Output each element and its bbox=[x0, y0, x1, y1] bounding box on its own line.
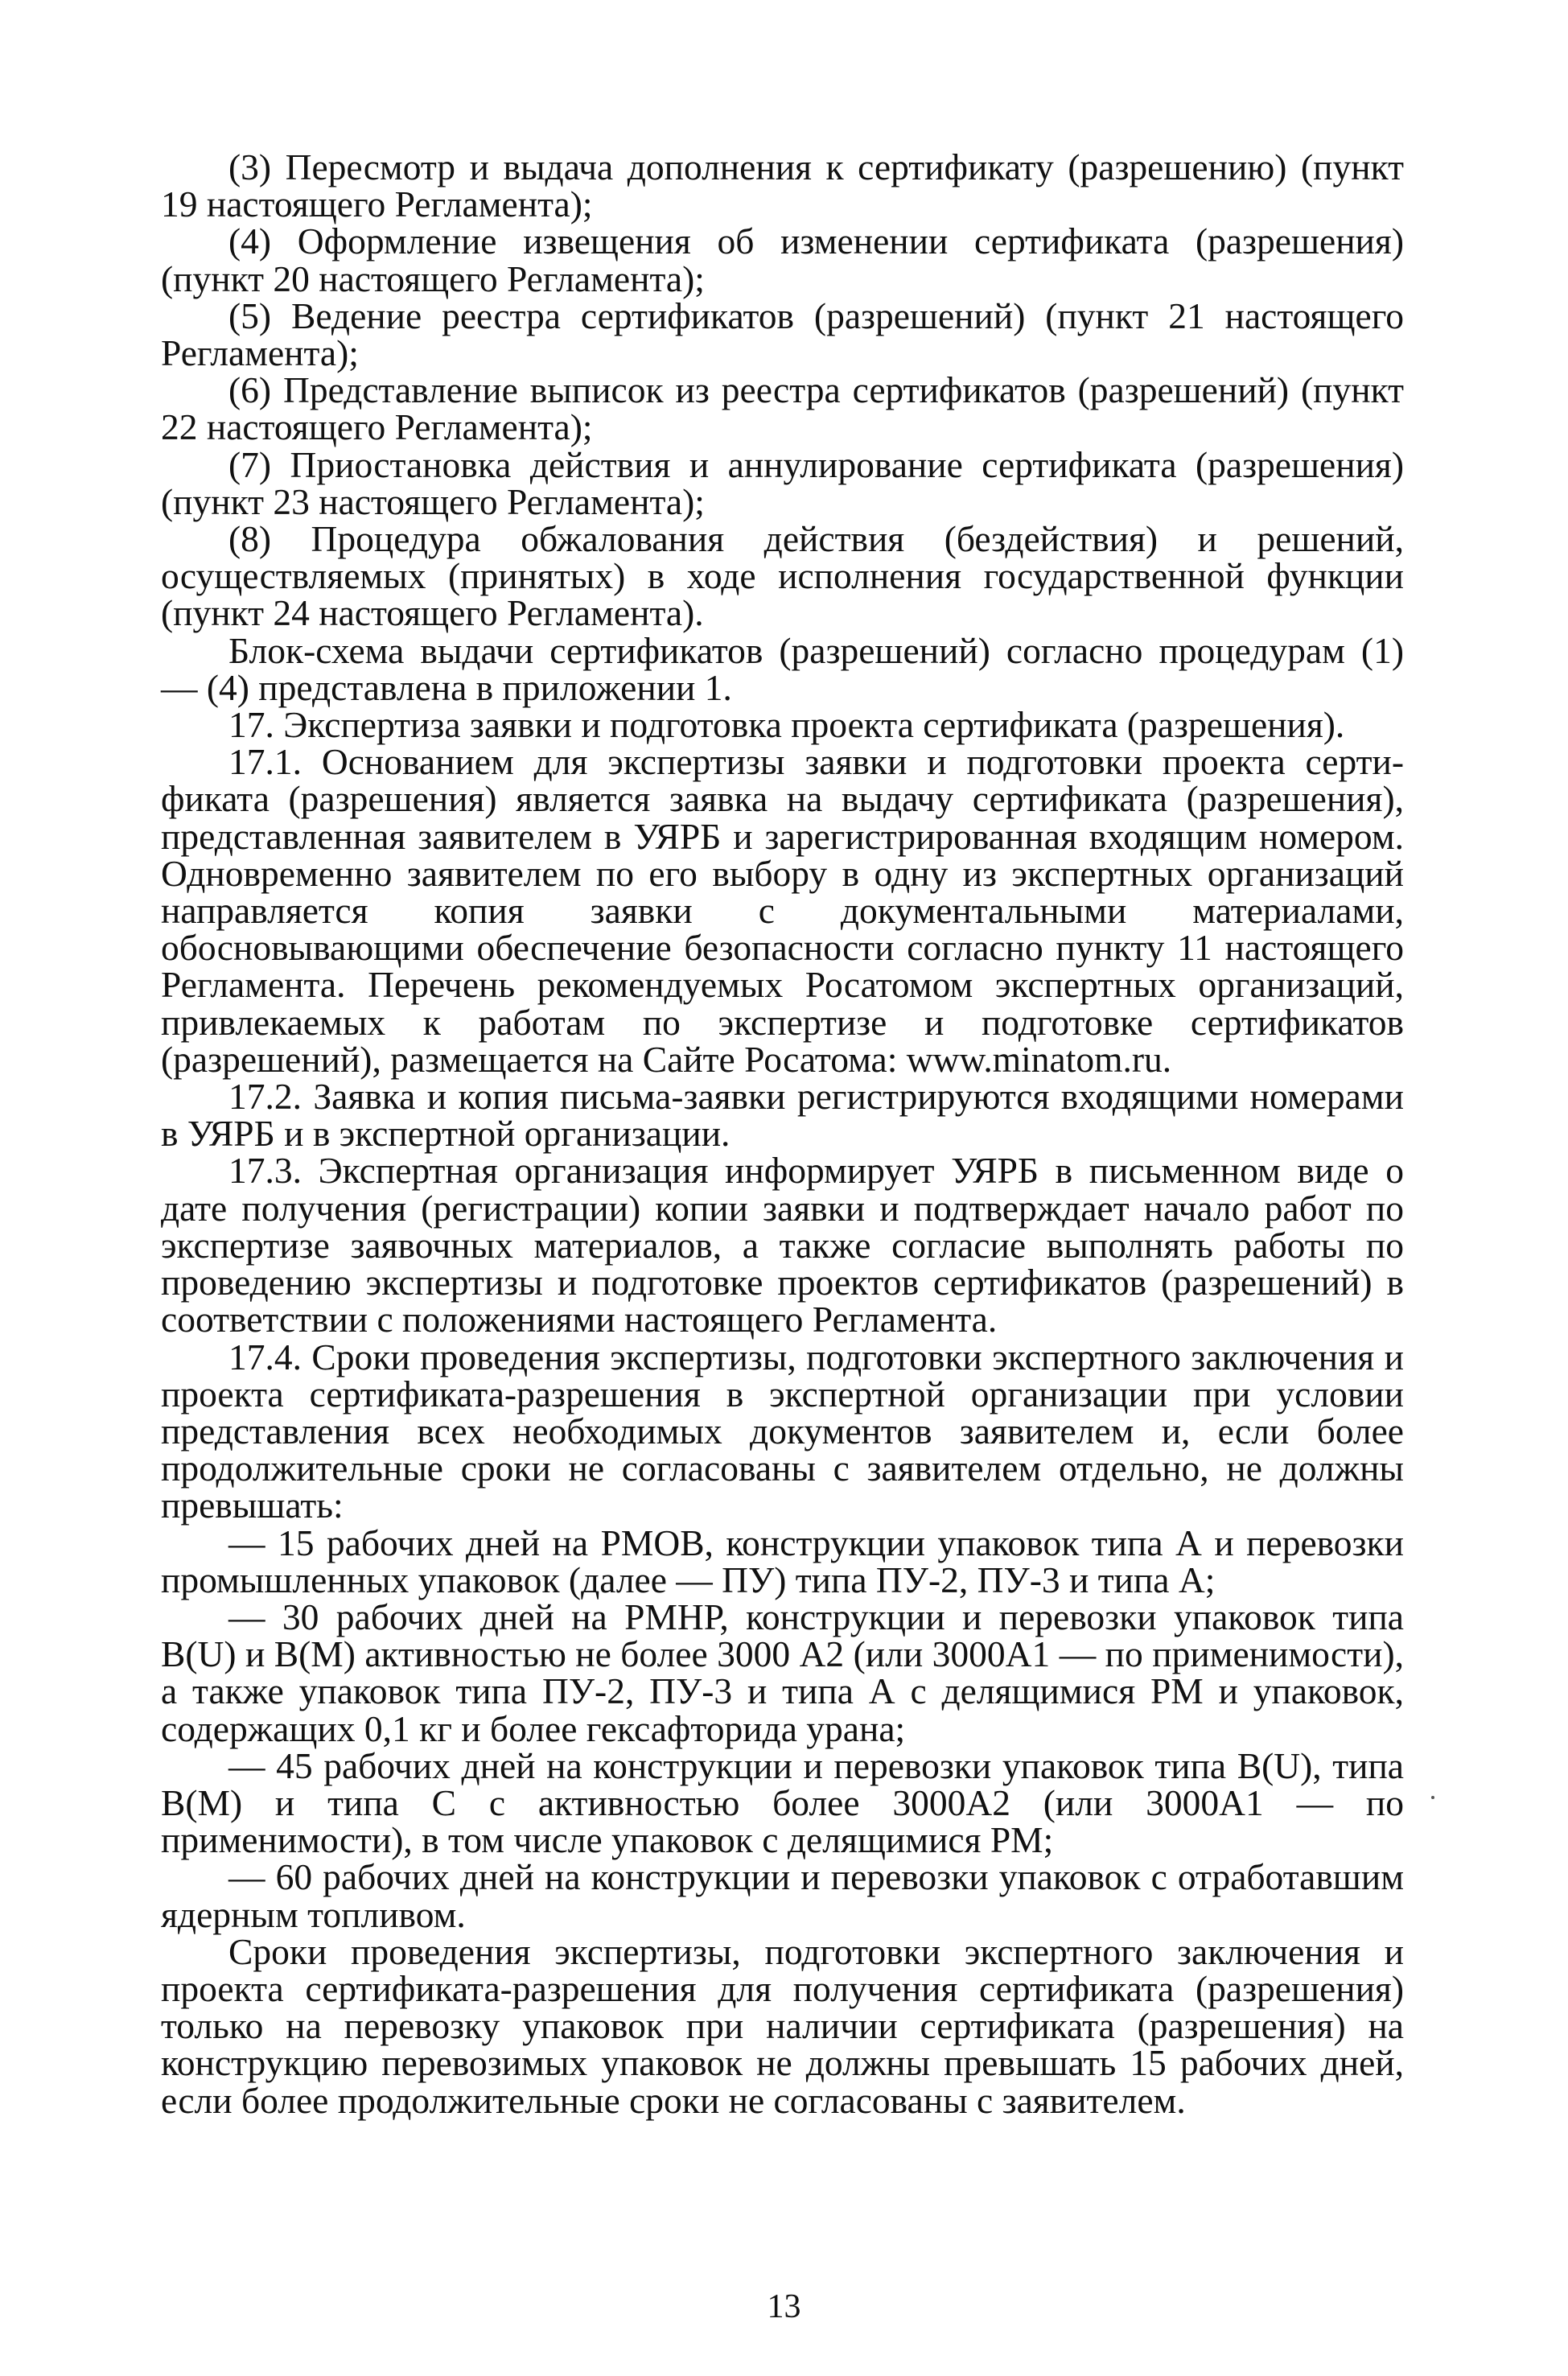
paragraph-flowchart-note: Блок-схема выдачи сертификатов (разрешений) согласно процедурам (1) — (4) представлена в приложении 1. bbox=[161, 629, 1404, 708]
paragraph-procedure-6: (6) Представление выписок из реестра сертификатов (разрешений) (пункт 22 настоящего Регламента); bbox=[161, 369, 1404, 448]
paragraph-17-4: 17.4. Сроки проведения экспертизы, подготовки экспертного заключения и проекта сертификата-разрешения в экспертной организации при условии представления всех необходимых документов заявителем и, если более продолжительные сроки не согласованы с заявителем отдельно, не должны превышать: bbox=[161, 1336, 1404, 1526]
paragraph-procedure-5: (5) Ведение реестра сертификатов (разрешений) (пункт 21 настоящего Регламента); bbox=[161, 294, 1404, 374]
paragraph-transport-terms: Сроки проведения экспертизы, подготовки экспертного заключения и проекта сертификата-разрешения для получения сертификата (разрешения) только на перевозку упаковок при наличии сертификата (разрешения) на конструкцию перевозимых упаковок не должны превышать 15 рабочих дней, если более продолжительные сроки не согласованы с заявителем. bbox=[161, 1930, 1404, 2121]
list-item-60-days: — 60 рабочих дней на конструкции и перевозки упаковок с отработавшим ядерным топливом. bbox=[161, 1856, 1404, 1935]
paragraph-procedure-8: (8) Процедура обжалования действия (бездействия) и решений, осуществляемых (принятых) в ходе исполнения государственной функции (пункт 24 настоящего Регламента). bbox=[161, 518, 1404, 634]
paragraph-17-2: 17.2. Заявка и копия письма-заявки регистрируются входящими номерами в УЯРБ и в экспертной организации. bbox=[161, 1076, 1404, 1155]
section-heading-17: 17. Экспертиза заявки и подготовка проекта сертификата (разрешения). bbox=[228, 704, 1345, 746]
paragraph-procedure-3: (3) Пересмотр и выдача дополнения к сертификату (разрешению) (пункт 19 настоящего Регламента); bbox=[161, 146, 1404, 225]
list-item-45-days: — 45 рабочих дней на конструкции и перевозки упаковок типа В(U), типа В(М) и типа С с активностью более 3000А2 (или 3000А1 — по применимости), в том числе упаковок с делящимися РМ; bbox=[161, 1744, 1404, 1861]
paragraph-17-1: 17.1. Основанием для экспертизы заявки и подготовки проекта сертификата (разрешения) является заявка на выдачу сертификата (разрешения), представленная заявителем в УЯРБ и зарегистрированная входящим номером. Одновременно заявителем по его выбору в одну из экспертных организаций направляется копия заявки с документальными материалами, обосновывающими обеспечение безопасности согласно пункту 11 настоящего Регламента. Перечень рекомендуемых Росатомом экспертных организаций, привлекаемых к работам по экспертизе и подготовке сертификатов (разрешений), размещается на Сайте Росатома: www.minatom.ru. bbox=[161, 741, 1404, 1080]
paragraph-procedure-4: (4) Оформление извещения об изменении сертификата (разрешения) (пункт 20 настоящего Регламента); bbox=[161, 220, 1404, 299]
list-item-15-days: — 15 рабочих дней на РМОВ, конструкции упаковок типа А и перевозки промышленных упаковок (далее — ПУ) типа ПУ-2, ПУ-3 и типа А; bbox=[161, 1522, 1404, 1600]
page-number: 13 bbox=[767, 2288, 801, 2325]
scan-speck bbox=[1431, 1796, 1434, 1799]
paragraph-17-3: 17.3. Экспертная организация информирует УЯРБ в письменном виде о дате получения (регистрации) копии заявки и подтверждает начало работ по экспертизе заявочных материалов, а также согласие выполнять работы по проведению экспертизы и подготовке проектов сертификатов (разрешений) в соответствии с положениями настоящего Регламента. bbox=[161, 1150, 1404, 1340]
document-body bbox=[161, 146, 1404, 2121]
paragraph-procedure-7: (7) Приостановка действия и аннулирование сертификата (разрешения) (пункт 23 настоящего Регламента); bbox=[161, 443, 1404, 522]
list-item-30-days: — 30 рабочих дней на РМНР, конструкции и перевозки упаковок типа В(U) и В(М) активностью не более 3000 А2 (или 3000А1 — по применимости), а также упаковок типа ПУ-2, ПУ-3 и типа А с делящимися РМ и упаковок, содержащих 0,1 кг и более гексафторида урана; bbox=[161, 1596, 1404, 1749]
